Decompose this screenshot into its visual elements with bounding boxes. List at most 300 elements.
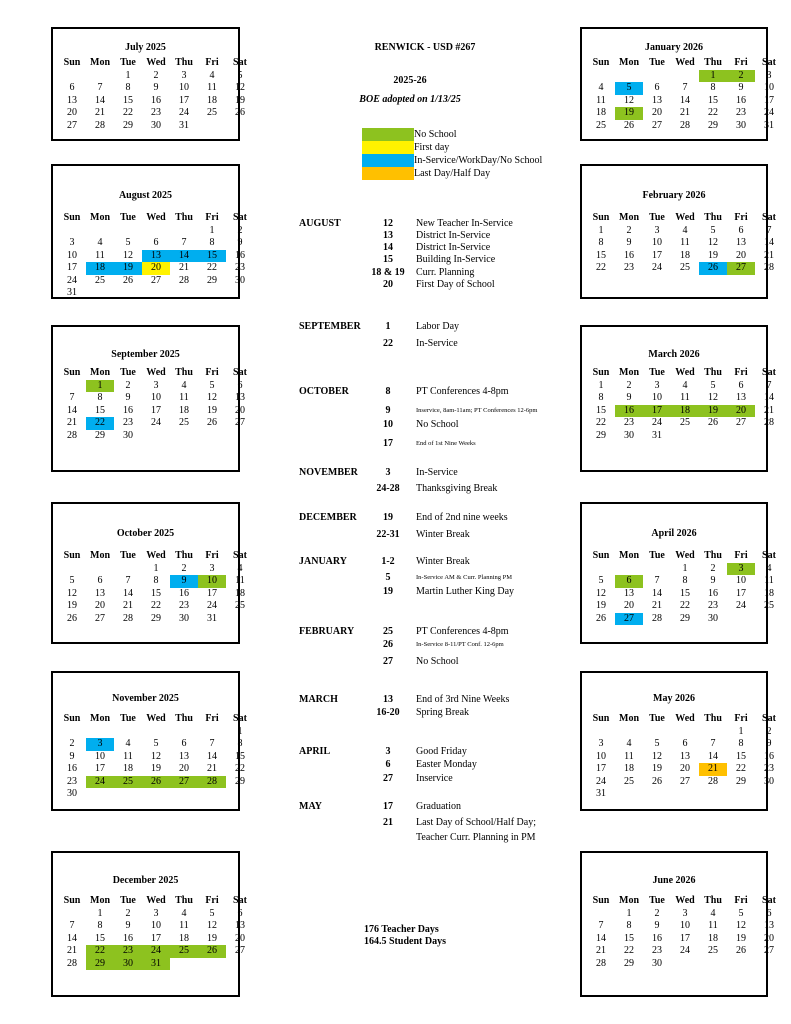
day-cell: 26 [708, 417, 718, 428]
day-cell: 11 [596, 94, 606, 106]
event-row [0, 385, 560, 398]
week-row [587, 726, 783, 739]
teacher-days-total: 176 Teacher Days [364, 924, 439, 935]
week-row [587, 575, 783, 588]
day-cell: 14 [67, 404, 77, 416]
day-cell: 29 [123, 119, 133, 131]
day-cell: 7 [69, 920, 75, 931]
month-title: August 2025 [118, 190, 173, 201]
day-cell: 19 [736, 932, 746, 944]
day-cell: 9 [153, 82, 159, 93]
weekday-label: Mon [619, 550, 639, 561]
day-cell: 19 [151, 763, 161, 774]
day-cell: 12 [151, 750, 161, 762]
event-row [0, 706, 560, 719]
weekday-label: Wed [146, 57, 166, 68]
event-row [0, 638, 560, 651]
day-cell: 26 [67, 612, 77, 624]
day-cell: 27 [727, 262, 755, 275]
day-cell: 19 [207, 932, 217, 944]
day-cell: 31 [67, 287, 77, 298]
day-cell: 26 [736, 945, 746, 956]
day-cell: 6 [738, 379, 744, 391]
event-row [0, 466, 560, 479]
day-cell: 4 [181, 379, 187, 391]
day-cell: 1 [738, 725, 744, 737]
day-cell: 22 [596, 262, 606, 273]
week-row [587, 600, 783, 613]
weekday-header-row [58, 57, 254, 70]
day-cell: 19 [207, 404, 217, 416]
day-cell: 18 [207, 94, 217, 106]
empty-day-cell [671, 726, 699, 739]
weekday-label: Tue [649, 550, 665, 561]
day-cell: 28 [67, 957, 77, 969]
day-cell: 30 [708, 612, 718, 624]
day-cell: 23 [708, 600, 718, 611]
empty-day-cell [615, 726, 643, 739]
day-cell: 28 [67, 429, 77, 441]
event-day: 24-28 [376, 483, 400, 494]
event-day: 13 [383, 694, 393, 705]
day-cell: 14 [95, 94, 105, 106]
day-cell: 21 [764, 249, 774, 261]
day-cell: 13 [764, 920, 774, 931]
day-cell: 12 [235, 82, 245, 93]
day-cell: 15 [95, 932, 105, 944]
day-cell: 14 [652, 587, 662, 599]
day-cell: 3 [153, 907, 159, 919]
event-description: End of 3rd Nine Weeks [416, 694, 510, 705]
event-row [0, 437, 560, 450]
day-cell: 12 [123, 249, 133, 261]
weekday-header-row [587, 57, 783, 70]
day-cell: 12 [736, 920, 746, 931]
weekday-label: Mon [619, 57, 639, 68]
day-cell: 20 [235, 932, 245, 944]
week-row [58, 120, 254, 133]
weekday-label: Tue [649, 212, 665, 223]
day-cell: 1 [97, 907, 103, 919]
day-cell: 1 [598, 224, 604, 236]
day-cell: 13 [235, 920, 245, 931]
day-cell: 20 [67, 107, 77, 118]
day-cell: 16 [624, 249, 634, 261]
week-row [587, 908, 783, 921]
day-cell: 6 [237, 379, 243, 391]
legend-label: Last Day/Half Day [414, 168, 491, 179]
day-cell: 18 [764, 587, 774, 599]
day-cell: 15 [123, 94, 133, 106]
event-row [0, 816, 560, 829]
day-cell: 2 [153, 69, 159, 81]
day-cell: 12 [596, 587, 606, 599]
event-description: Last Day of School/Half Day; [416, 817, 536, 828]
day-cell: 10 [680, 920, 690, 931]
month-title: October 2025 [116, 528, 175, 539]
empty-day-cell [643, 563, 671, 576]
weekday-label: Tue [120, 57, 136, 68]
weekday-label: Tue [120, 367, 136, 378]
day-cell: 8 [209, 237, 215, 248]
weekday-label: Tue [649, 895, 665, 906]
weekday-label: Sat [233, 212, 247, 223]
day-cell: 11 [235, 575, 245, 586]
day-cell: 23 [151, 107, 161, 118]
event-row [0, 655, 560, 668]
day-cell: 15 [680, 587, 690, 599]
weekday-label: Thu [704, 550, 722, 561]
day-cell: 22 [86, 945, 114, 958]
event-description: Winter Break [416, 556, 470, 567]
month-title: November 2025 [112, 693, 179, 704]
day-cell: 19 [235, 94, 245, 106]
month-grid [58, 57, 254, 132]
weekday-label: Thu [175, 895, 193, 906]
week-row [587, 250, 783, 263]
week-row [587, 588, 783, 601]
day-cell: 23 [235, 262, 245, 273]
day-cell: 31 [764, 119, 774, 131]
day-cell: 7 [766, 224, 772, 236]
day-cell: 18 [235, 587, 245, 599]
day-cell: 22 [123, 107, 133, 118]
day-cell: 4 [682, 224, 688, 236]
event-description: In-Service [416, 338, 458, 349]
day-cell: 10 [736, 575, 746, 586]
day-cell: 14 [170, 250, 198, 263]
empty-day-cell [58, 908, 86, 921]
weekday-label: Wed [675, 57, 695, 68]
day-cell: 17 [207, 587, 217, 599]
day-cell: 28 [764, 262, 774, 273]
day-cell: 16 [736, 94, 746, 106]
day-cell: 27 [736, 417, 746, 428]
event-row [0, 404, 560, 417]
day-cell: 25 [235, 600, 245, 611]
weekday-label: Tue [120, 212, 136, 223]
weekday-label: Sat [762, 895, 776, 906]
day-cell: 18 [596, 107, 606, 118]
event-day: 20 [383, 279, 393, 290]
day-cell: 21 [680, 107, 690, 118]
weekday-label: Tue [120, 550, 136, 561]
event-description: First Day of School [416, 279, 495, 290]
event-row [0, 571, 560, 584]
weekday-label: Fri [734, 713, 748, 724]
event-day: 25 [383, 626, 393, 637]
month-title: December 2025 [112, 875, 179, 886]
day-cell: 15 [151, 587, 161, 599]
day-cell: 5 [738, 907, 744, 919]
week-row [587, 958, 783, 971]
week-row [587, 392, 783, 405]
weekday-label: Tue [649, 57, 665, 68]
weekday-label: Sat [233, 713, 247, 724]
weekday-label: Sat [233, 895, 247, 906]
month-title: February 2026 [642, 190, 706, 201]
empty-day-cell [170, 726, 198, 739]
day-cell: 1 [598, 379, 604, 391]
event-row [0, 528, 560, 541]
calendar-mar [580, 325, 776, 472]
week-row [58, 95, 254, 108]
event-row [0, 758, 560, 771]
day-cell: 24 [86, 776, 114, 789]
week-row [587, 95, 783, 108]
day-cell: 17 [179, 94, 189, 106]
day-cell: 3 [766, 69, 772, 81]
month-title: July 2025 [125, 42, 166, 53]
day-cell: 13 [736, 392, 746, 403]
empty-day-cell [643, 726, 671, 739]
day-cell: 30 [114, 958, 142, 971]
day-cell: 6 [69, 82, 75, 93]
day-cell: 19 [596, 600, 606, 611]
day-cell: 11 [764, 575, 774, 586]
event-description: District In-Service [416, 242, 491, 253]
day-cell: 13 [235, 392, 245, 403]
day-cell: 3 [181, 69, 187, 81]
event-day: 1 [385, 321, 391, 332]
event-row [0, 745, 560, 758]
legend-item-no-school [362, 128, 542, 141]
day-cell: 31 [596, 788, 606, 799]
week-row [587, 417, 783, 430]
day-cell: 12 [207, 920, 217, 931]
day-cell: 22 [235, 763, 245, 774]
day-cell: 7 [766, 379, 772, 391]
weekday-label: Sun [592, 895, 610, 906]
day-cell: 11 [207, 82, 217, 93]
weekday-label: Fri [205, 367, 219, 378]
day-cell: 30 [764, 775, 774, 787]
empty-day-cell [615, 70, 643, 83]
day-cell: 10 [151, 392, 161, 403]
week-row [587, 945, 783, 958]
day-cell: 7 [125, 575, 131, 586]
day-cell: 14 [207, 750, 217, 762]
day-cell: 7 [69, 392, 75, 403]
day-cell: 30 [179, 612, 189, 624]
event-row [0, 511, 560, 524]
day-cell: 27 [67, 119, 77, 131]
day-cell: 4 [766, 562, 772, 574]
day-cell: 6 [682, 738, 688, 749]
day-cell: 30 [235, 274, 245, 286]
event-month: MARCH [299, 694, 338, 705]
event-day: 5 [385, 572, 391, 583]
day-cell: 12 [652, 750, 662, 762]
day-cell: 3 [153, 379, 159, 391]
day-cell: 27 [652, 119, 662, 131]
day-cell: 30 [652, 957, 662, 969]
day-cell: 4 [125, 738, 131, 749]
day-cell: 2 [626, 224, 632, 236]
week-row [58, 908, 254, 921]
day-cell: 10 [652, 237, 662, 248]
day-cell: 24 [207, 600, 217, 611]
event-day: 18 & 19 [371, 267, 405, 278]
week-row [58, 945, 254, 958]
day-cell: 5 [710, 224, 716, 236]
weekday-label: Sat [762, 212, 776, 223]
day-cell: 12 [67, 587, 77, 599]
weekday-label: Tue [120, 713, 136, 724]
event-description: PT Conferences 4-8pm [416, 386, 509, 397]
day-cell: 9 [626, 392, 632, 403]
day-cell: 8 [738, 738, 744, 749]
weekday-label: Thu [175, 713, 193, 724]
weekday-label: Fri [205, 550, 219, 561]
legend-item-in-service [362, 154, 542, 167]
weekday-label: Fri [734, 550, 748, 561]
day-cell: 14 [764, 237, 774, 248]
day-cell: 26 [207, 417, 217, 428]
weekday-label: Mon [619, 713, 639, 724]
event-day: 6 [385, 759, 391, 770]
month-title: September 2025 [111, 349, 180, 360]
day-cell: 15 [198, 250, 226, 263]
day-cell: 1 [209, 224, 215, 236]
weekday-label: Sun [63, 212, 81, 223]
day-cell: 17 [67, 262, 77, 273]
day-cell: 28 [652, 612, 662, 624]
weekday-label: Sun [592, 367, 610, 378]
weekday-label: Thu [704, 895, 722, 906]
day-cell: 29 [207, 274, 217, 286]
day-cell: 14 [708, 750, 718, 762]
weekday-label: Fri [205, 57, 219, 68]
day-cell: 16 [123, 932, 133, 944]
day-cell: 28 [708, 775, 718, 787]
empty-day-cell [587, 70, 615, 83]
empty-day-cell [86, 726, 114, 739]
day-cell: 5 [69, 575, 75, 586]
day-cell: 26 [624, 119, 634, 131]
day-cell: 20 [680, 763, 690, 774]
weekday-label: Fri [734, 57, 748, 68]
day-cell: 14 [680, 94, 690, 106]
day-cell: 3 [727, 563, 755, 576]
boe-adoption-note: BOE adopted on 1/13/25 [359, 94, 461, 105]
day-cell: 2 [710, 562, 716, 574]
event-row [0, 278, 560, 291]
weekday-label: Thu [704, 212, 722, 223]
day-cell: 19 [652, 763, 662, 774]
weekday-label: Mon [90, 212, 110, 223]
day-cell: 10 [198, 575, 226, 588]
day-cell: 7 [209, 738, 215, 749]
week-row [587, 225, 783, 238]
weekday-label: Thu [175, 212, 193, 223]
event-description: Good Friday [416, 746, 467, 757]
day-cell: 9 [710, 575, 716, 586]
day-cell: 2 [181, 562, 187, 574]
day-cell: 31 [179, 119, 189, 131]
day-cell: 15 [95, 404, 105, 416]
day-cell: 10 [764, 82, 774, 93]
day-cell: 24 [652, 262, 662, 273]
day-cell: 8 [125, 82, 131, 93]
calendar-may [580, 671, 776, 811]
day-cell: 22 [680, 600, 690, 611]
weekday-label: Tue [120, 895, 136, 906]
event-row [0, 320, 560, 333]
day-cell: 21 [652, 600, 662, 611]
weekday-label: Mon [90, 57, 110, 68]
legend-swatch [362, 154, 414, 167]
day-cell: 18 [179, 404, 189, 416]
event-day: 15 [383, 254, 393, 265]
school-year: 2025-26 [393, 75, 427, 86]
event-description: Thanksgiving Break [416, 483, 498, 494]
weekday-label: Sat [233, 57, 247, 68]
empty-day-cell [699, 726, 727, 739]
day-cell: 29 [736, 775, 746, 787]
day-cell: 27 [151, 274, 161, 286]
day-cell: 17 [736, 587, 746, 599]
day-cell: 5 [237, 69, 243, 81]
empty-day-cell [615, 563, 643, 576]
day-cell: 10 [67, 249, 77, 261]
day-cell: 3 [69, 237, 75, 248]
empty-day-cell [142, 726, 170, 739]
event-row [0, 555, 560, 568]
month-grid [58, 895, 254, 970]
day-cell: 16 [67, 763, 77, 774]
day-cell: 24 [736, 600, 746, 611]
day-cell: 16 [615, 405, 643, 418]
day-cell: 2 [237, 224, 243, 236]
day-cell: 20 [95, 600, 105, 611]
event-day: 12 [383, 218, 393, 229]
day-cell: 21 [67, 417, 77, 428]
day-cell: 17 [151, 932, 161, 944]
day-cell: 9 [738, 82, 744, 93]
day-cell: 23 [624, 417, 634, 428]
calendar-nov [51, 671, 247, 811]
day-cell: 5 [654, 738, 660, 749]
day-cell: 16 [179, 587, 189, 599]
weekday-label: Sun [63, 713, 81, 724]
day-cell: 29 [151, 612, 161, 624]
week-row [587, 776, 783, 789]
weekday-label: Sun [592, 212, 610, 223]
calendar-dec [51, 851, 247, 997]
day-cell: 3 [598, 738, 604, 749]
day-cell: 11 [179, 392, 189, 403]
day-cell: 19 [615, 107, 643, 120]
day-cell: 17 [95, 763, 105, 774]
day-cell: 11 [179, 920, 189, 931]
day-cell: 2 [125, 379, 131, 391]
event-row [0, 625, 560, 638]
weekday-label: Mon [90, 367, 110, 378]
day-cell: 22 [86, 417, 114, 430]
day-cell: 27 [235, 945, 245, 956]
empty-day-cell [643, 70, 671, 83]
day-cell: 18 [680, 249, 690, 261]
day-cell: 6 [97, 575, 103, 586]
legend-swatch [362, 167, 414, 180]
day-cell: 28 [680, 119, 690, 131]
event-description: No School [416, 419, 459, 430]
event-description: Easter Monday [416, 759, 477, 770]
event-description: In-Service [416, 467, 458, 478]
day-cell: 20 [736, 249, 746, 261]
day-cell: 18 [123, 763, 133, 774]
